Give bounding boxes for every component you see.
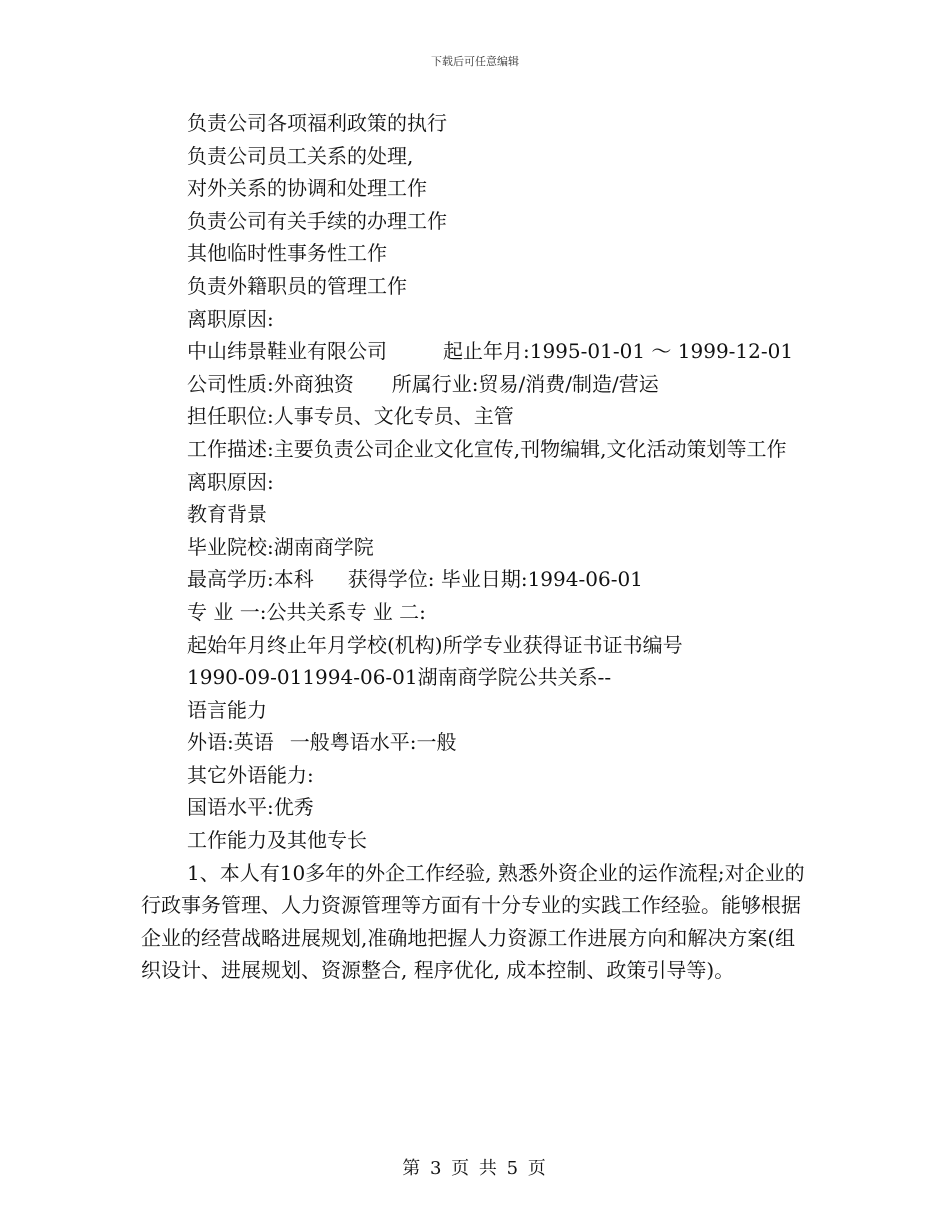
- text-line: 负责公司有关手续的办理工作: [187, 208, 447, 233]
- document-body: [141, 107, 809, 987]
- section-heading-skills: 工作能力及其他专长: [187, 828, 367, 853]
- company-type: 公司性质:外商独资: [187, 371, 354, 396]
- employer-line: [141, 335, 809, 368]
- text-line: 其它外语能力:: [187, 762, 314, 787]
- text-line: 担任职位:人事专员、文化专员、主管: [187, 404, 514, 429]
- company-name: 中山纬景鞋业有限公司: [187, 339, 387, 364]
- text-line: 国语水平:优秀: [187, 795, 314, 820]
- company-info-line: [141, 368, 809, 401]
- foreign-language: 外语:英语: [187, 730, 274, 755]
- language-line: [141, 726, 809, 759]
- text-line: 负责公司各项福利政策的执行: [187, 111, 447, 135]
- section-heading-education: 教育背景: [187, 502, 267, 527]
- text-line: 负责公司员工关系的处理,: [187, 143, 414, 168]
- text-line: 专 业 一:公共关系专 业 二:: [187, 599, 426, 624]
- degree-graduation-date: 获得学位: 毕业日期:1994-06-01: [347, 567, 643, 592]
- text-line: 离职原因:: [187, 469, 274, 494]
- page-header: 下载后可任意编辑: [431, 55, 519, 68]
- text-line: 1990-09-011994-06-01湖南商学院公共关系--: [187, 665, 612, 690]
- text-line: 其他临时性事务性工作: [187, 241, 387, 266]
- cantonese-level: 一般粤语水平:一般: [289, 730, 457, 755]
- section-heading-language: 语言能力: [187, 697, 267, 722]
- job-description: 工作描述:主要负责公司企业文化宣传,刊物编辑,文化活动策划等工作: [187, 436, 787, 461]
- highest-education: 最高学历:本科: [187, 567, 314, 592]
- text-line: 负责外籍职员的管理工作: [187, 273, 407, 298]
- employment-period: 起止年月:1995-01-01 ～ 1999-12-01: [443, 339, 794, 364]
- text-line: 对外关系的协调和处理工作: [187, 176, 427, 201]
- page-footer: 第 3 页 共 5 页: [402, 1158, 548, 1179]
- skills-paragraph: 1、本人有10多年的外企工作经验, 熟悉外资企业的运作流程;对企业的行政事务管理、人力资源管理等方面有十分专业的实践工作经验。能够根据企业的经营战略进展规划,准确地把握人力资源工作进展方向和解决方案(组织设计、进展规划、资源整合, 程序优化, 成本控制、政策引导等)。: [141, 860, 805, 983]
- text-line: 离职原因:: [187, 306, 274, 331]
- text-line: 起始年月终止年月学校(机构)所学专业获得证书证书编号: [187, 632, 683, 657]
- industry: 所属行业:贸易/消费/制造/营运: [391, 371, 659, 396]
- degree-line: [141, 563, 809, 596]
- text-line: 毕业院校:湖南商学院: [187, 534, 374, 559]
